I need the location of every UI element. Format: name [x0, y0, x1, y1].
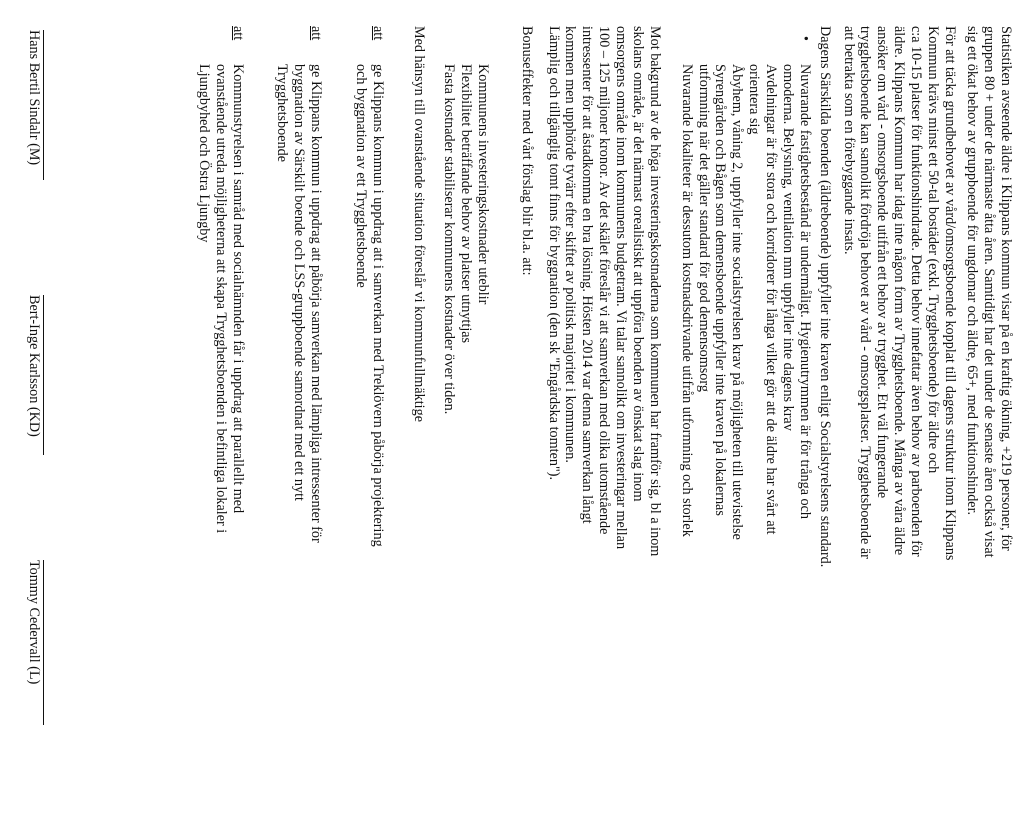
signature-name: Bert-Inge Karlsson (KD) — [26, 295, 42, 437]
text-line: Ljungbyhed och Östra Ljungby — [196, 64, 213, 243]
effects-list — [440, 64, 491, 804]
text-line: Statistiken avseende äldre i Klippans kommun visar på en kraftig ökning, +219 personer, för — [998, 26, 1014, 551]
paragraph-proposal-intro — [410, 26, 427, 804]
bullet-line: orientera sig — [746, 64, 763, 135]
effect-item: Fasta kostnader stabiliserar kommunens kostnader över tiden. — [441, 64, 458, 415]
paragraph-basic-need — [840, 26, 958, 804]
text-line: Mot bakgrund av de höga investeringskostnaderna som kommunen har framför sig, bl a inom — [647, 26, 663, 557]
text-line: ovanstående utreda möjligheterna att skapa Trygghetsboenden i befintliga lokaler i — [213, 64, 230, 534]
text-line: För att täcka grundbehovet av vård/omsorgsboende kopplat till dagens struktur inom Klippans — [942, 26, 958, 561]
text-line: ansöker om vård - omsorgsboende utifrån ett behov av trygghet. Ett väl fungerande — [874, 26, 891, 499]
effect-item: Kommunens investeringskostnader uteblir — [475, 64, 491, 305]
signature-line — [43, 295, 44, 455]
text-line: Bonuseffekter med vårt förslag blir bl.a. att: — [519, 26, 535, 276]
bullet-line: Nuvarande lokaliteter är dessutom kostnadsdrivande utifrån utformning och storlek — [678, 64, 695, 537]
proposal-text — [352, 64, 386, 804]
text-line: c:a 10-15 platser för funktionshindrade. Detta behov innefattar även behov av parboenden för — [908, 26, 925, 557]
paragraph-bonus-effects — [518, 26, 535, 804]
effect-item: Flexibilitet beträffande behov av platser utnyttjas — [458, 64, 475, 344]
signature-line — [43, 30, 44, 180]
text-line: Kommun krävs minst ett 50-tal bostäder (exkl. Trygghetsboende) för äldre och — [925, 26, 942, 474]
paragraph-current-housing — [816, 26, 833, 804]
signature-line — [43, 560, 44, 725]
bullet-list — [678, 64, 813, 804]
text-line: att betrakta som en förebyggande insats. — [840, 26, 857, 255]
text-line: skolans område, är det närmast orealistiskt att uppföra boenden av önskat slag inom — [630, 26, 647, 502]
text-line: trygghetsboende kan sannolikt fördröja behovet av vård - omsorgsplatser. Trygghetsboende är — [857, 26, 874, 559]
att-label: att — [370, 26, 386, 41]
text-line: kommen men upphörde tyvärr efter skiftet av politisk majoritet i kommunen. — [562, 26, 579, 463]
bullet-line: Nuvarande fastighetsbestånd är undermåligt. Hygienutrymmen är för trånga och — [797, 64, 813, 520]
text-line: Kommunstyrelsen i samråd med socialnämnden får i uppdrag att parallellt med — [230, 64, 246, 514]
bullet-line: utformning när det gäller standard för god demensomsorg — [695, 64, 712, 392]
bullet-line: omoderna. Belysning, ventilation mm uppfyller inte dagens krav — [780, 64, 797, 431]
proposal-text — [273, 64, 324, 804]
paragraph-background — [545, 26, 663, 804]
text-line: byggnation av Särskilt boende och LSS-gruppboende samordnat med ett nytt — [291, 64, 308, 501]
bullet-marker: • — [797, 36, 813, 41]
proposal-text — [195, 64, 246, 804]
paragraph-statistics — [963, 26, 1014, 804]
bullet-line: Syrengården och Bågen som demensboende uppfyller inte kraven på lokalernas — [712, 64, 729, 516]
text-line: sig ett ökat behov av gruppboende för ungdomar och äldre, 65+, med funktionshinder. — [964, 26, 981, 516]
text-line: Med hänsyn till ovanstående situation föreslår vi kommunfullmäktige — [411, 26, 427, 422]
signature-name: Tommy Cedervall (L) — [26, 560, 42, 685]
bullet-line: Avdelningar är för stora och korridorer för långa vilket gör att de äldre har svårt att — [763, 64, 780, 535]
att-label: att — [230, 26, 246, 41]
text-line: omsorgens område inom kommunens budgetram. Vi talar sannolikt om investeringar mellan — [613, 26, 630, 550]
text-line: gruppen 80 + under de närmaste åtta åren. Samtidigt har det under de senaste åren också visat — [981, 26, 998, 558]
text-line: Lämplig och tillgänglig tomt finns för byggnation (den sk "Engårdska tomten"). — [545, 26, 562, 481]
text-line: ge Klippans kommun i uppdrag att i samverkan med Treklövern påbörja projektering — [370, 64, 386, 547]
text-line: äldre. Klippans Kommun har idag inte någon form av Trygghetsboende. Många av våra äldre — [891, 26, 908, 556]
bullet-line: Åbyhem, våning 2, uppfyller inte socialstyrelsen krav på möjligheten till utevistelse — [729, 64, 746, 540]
text-line: 100 – 125 miljoner kronor. Av det skälet föreslår vi att samverkan med olika utomstående — [596, 26, 613, 535]
text-line: Dagens Särskilda boenden (äldreboende) uppfyller inte kraven enligt Socialstyrelsens standard. — [817, 26, 833, 568]
signature-name: Hans Bertil Sindalr (M) — [26, 30, 42, 166]
text-line: Trygghetsboende — [274, 64, 291, 162]
text-line: och byggnation av ett Trygghetsboende — [353, 64, 370, 288]
att-label: att — [308, 26, 324, 41]
text-line: intressenter för att åstadkomma en bra lösning. Hösten 2014 var denna samverkan långt — [579, 26, 596, 524]
text-line: ge Klippans kommun i uppdrag att påbörja samverkan med lämpliga intressenter för — [308, 64, 324, 543]
